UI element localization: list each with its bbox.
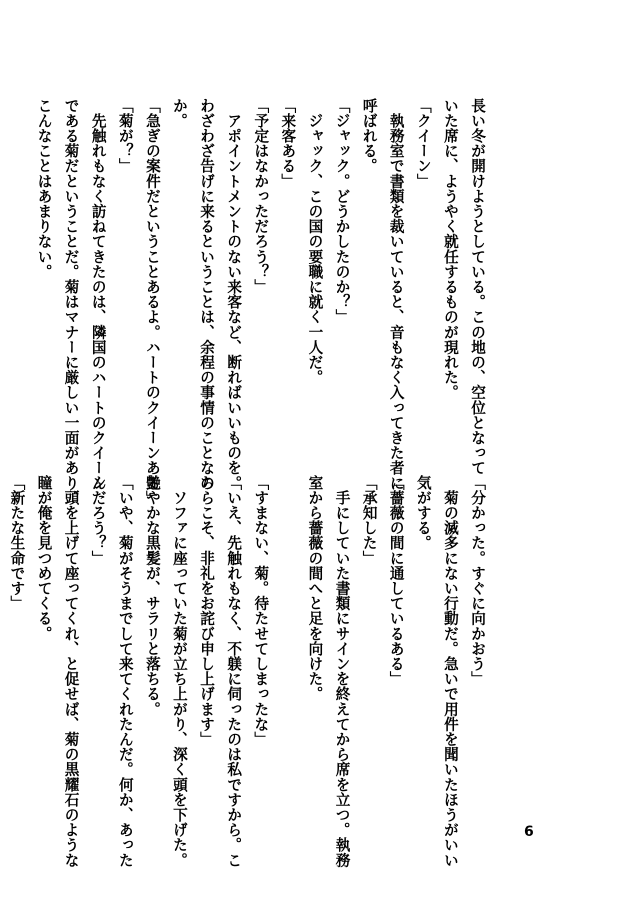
text-block-top [35, 98, 491, 506]
text-block-bottom [8, 475, 491, 868]
text-line: ちらこそ、非礼をお詫び申し上げます」 [198, 475, 216, 747]
text-line: 菊の滅多にない行動だ。急いで用件を聞いたほうがいい [441, 475, 459, 868]
text-line: 「ジャック。どうかしたのか？」 [333, 98, 351, 325]
text-line: こんなことはあまりない。 [35, 98, 53, 280]
text-line: 執務室で書類を裁いていると、音もなく入ってきた者に [387, 98, 405, 491]
text-line: 瞳が俺を見つめてくる。 [35, 475, 53, 642]
text-line: 「すまない、菊。待たせてしまったな」 [252, 475, 270, 747]
text-line: 「承知した」 [360, 475, 378, 566]
text-line: ソファに座っていた菊が立ち上がり、深く頭を下げた。 [170, 475, 188, 868]
text-line: 呼ばれる。 [360, 98, 378, 174]
text-line: 室から薔薇の間へと足を向けた。 [306, 475, 324, 702]
text-line: 先触れもなく訪ねてきたのは、隣国のハートのクイーン [89, 98, 107, 491]
page-number: 6 [524, 824, 534, 840]
text-line: 長い冬が開けようとしている。この地の、空位となって [469, 98, 486, 476]
text-line: 艶やかな黒髪が、サラリと落ちる。 [143, 475, 161, 717]
text-line: 「来客ある」 [279, 98, 297, 189]
text-line: んだろう？」 [89, 475, 107, 566]
text-line: 「予定はなかっただろう？」 [252, 98, 270, 295]
text-line: 頭を上げて座ってくれ、と促せば、菊の黒耀石のような [62, 475, 80, 868]
text-line: アポイントメントのない来客など、断ればいいものを。 [225, 98, 243, 491]
text-line: 「いえ、先触れもなく、不躾に伺ったのは私ですから。こ [225, 475, 243, 868]
text-line: 「菊が？」 [116, 98, 134, 174]
text-line: 「薔薇の間に通しているある」 [387, 475, 405, 687]
text-line: 「分かった。すぐに向かおう」 [469, 475, 486, 687]
text-line: 「新たな生命です」 [8, 475, 26, 611]
text-line [0, 475, 3, 810]
text-line: 「クイーン」 [414, 98, 432, 189]
text-line: いた席に、ようやく就任するものが現れた。 [441, 98, 459, 400]
text-line: か。 [170, 98, 188, 129]
text-line: 「急ぎの案件だということあるよ。ハートのクイーンある」 [143, 98, 161, 506]
text-line: 「いや、菊がそうまでして来てくれたんだ。何か、あった [116, 475, 134, 868]
text-line: ジャック、この国の要職に就く一人だ。 [306, 98, 324, 385]
text-line: 気がする。 [414, 475, 432, 551]
text-line: である菊だということだ。菊はマナーに厳しい一面があり、 [62, 98, 80, 506]
blank-line [274, 475, 301, 810]
text-line: わざわざ告げに来るということは、余程の事情のことなの [198, 98, 216, 491]
text-line: 手にしていた書類にサインを終えてから席を立つ。執務 [333, 475, 351, 868]
